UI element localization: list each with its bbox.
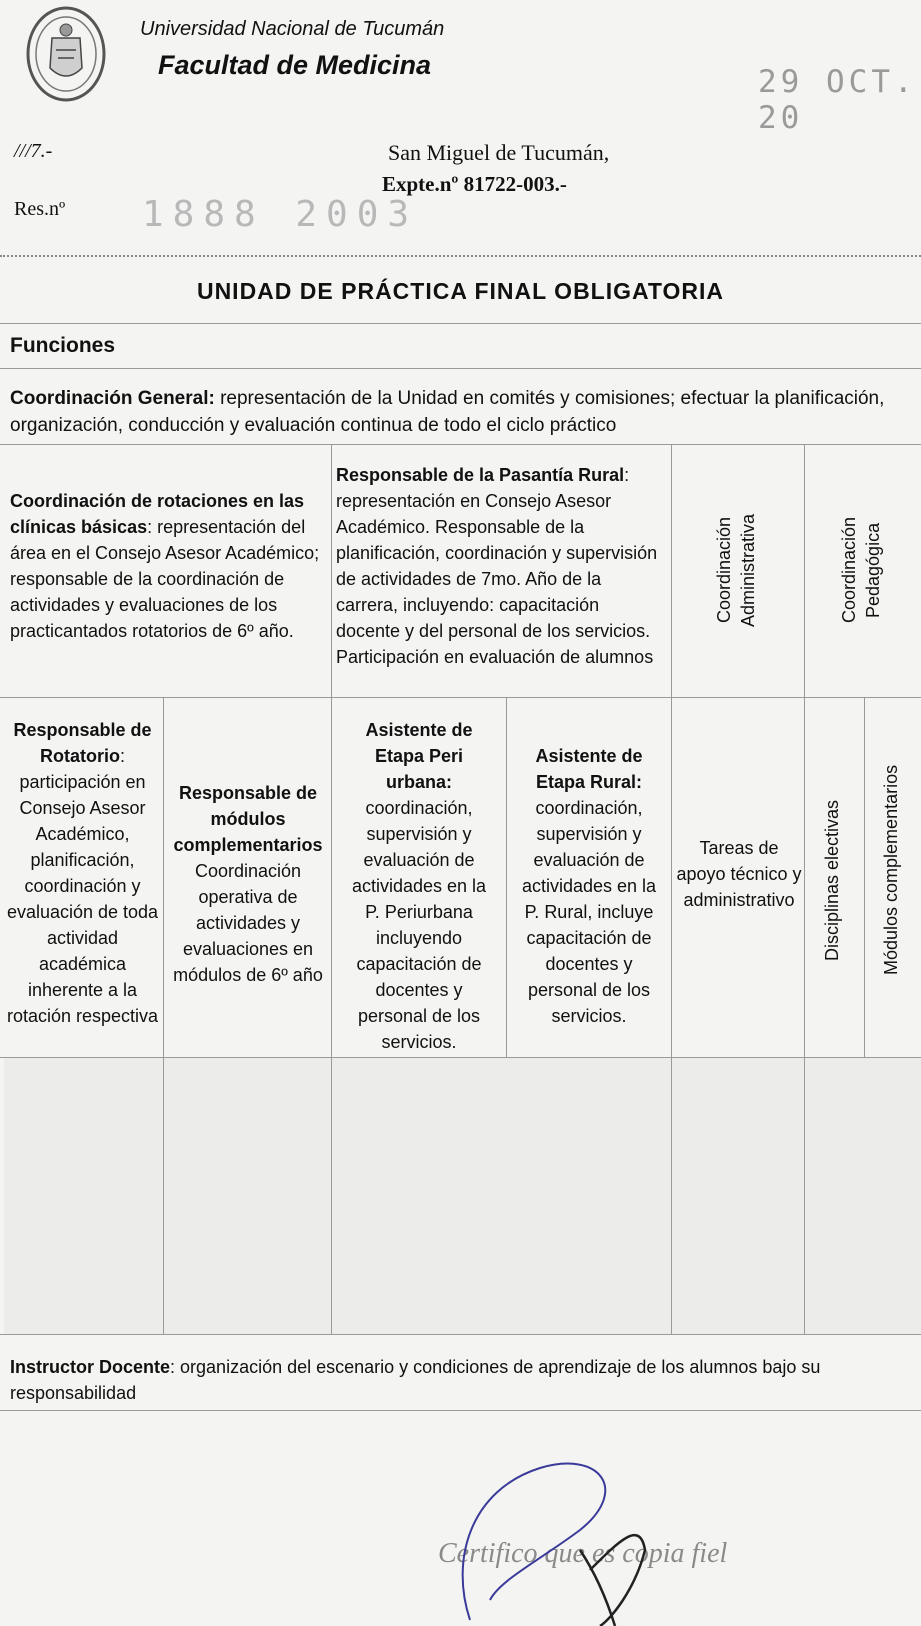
- empty-table-area: [4, 1058, 921, 1334]
- column-line: [804, 444, 805, 697]
- modulos-complementarios-cell: Módulos complementarios: [881, 764, 901, 976]
- date-stamp: 29 OCT. 20: [758, 64, 917, 136]
- funciones-heading: Funciones: [10, 334, 116, 357]
- resp-pasantia-cell: [336, 462, 668, 670]
- coord-rotaciones-text: : representación del área en el Consejo Asesor Académico; responsable de la coordinación de actividades y evaluaciones de los practicantados rotatorios de 6º año.: [10, 517, 320, 641]
- table-top-border: [0, 255, 921, 257]
- column-line: [804, 697, 805, 1057]
- asist-rural-label: Asistente de Etapa Rural:: [535, 746, 643, 792]
- coord-rotaciones-cell: [10, 488, 328, 644]
- column-line: [506, 697, 507, 1057]
- resp-pasantia-text: : representación en Consejo Asesor Académico. Responsable de la planificación, coordinación y supervisión de actividades de 7mo. Año de la carrera, incluyendo: capacitación docente y del personal de los servicios. Participación en evaluación de alumnos: [336, 465, 658, 667]
- page-mark: ///7.-: [14, 140, 53, 162]
- asist-periurbana-label: Asistente de Etapa Peri urbana:: [365, 720, 473, 792]
- instructor-cell: [10, 1354, 910, 1406]
- divider: [0, 323, 921, 324]
- place-line: San Miguel de Tucumán,: [388, 140, 610, 165]
- asist-rural-text: coordinación, supervisión y evaluación de actividades en la P. Rural, incluye capacitación de docentes y personal de los servicios.: [521, 798, 657, 1026]
- document-title: UNIDAD DE PRÁCTICA FINAL OBLIGATORIA: [196, 278, 725, 304]
- university-name: Universidad Nacional de Tucumán: [140, 18, 445, 40]
- expediente-number: Expte.nº 81722-003.-: [382, 172, 567, 196]
- column-line: [331, 1057, 332, 1334]
- resp-pasantia-label: Responsable de la Pasantía Rural: [336, 465, 625, 485]
- resp-modulos-cell: [166, 780, 330, 988]
- divider: [0, 444, 921, 445]
- column-line: [163, 1057, 164, 1334]
- divider: [0, 368, 921, 369]
- asist-rural-cell: [514, 743, 664, 1029]
- divider: [0, 1410, 921, 1411]
- resolution-label: Res.nº: [14, 198, 66, 220]
- resp-modulos-text: Coordinación operativa de actividades y evaluaciones en módulos de 6º año: [173, 861, 323, 985]
- instructor-label: Instructor Docente: [10, 1357, 171, 1377]
- column-line: [331, 444, 332, 697]
- instructor-text: : organización del escenario y condiciones de aprendizaje de los alumnos bajo su responsabilidad: [10, 1357, 821, 1403]
- column-line: [671, 697, 672, 1057]
- divider: [0, 697, 921, 698]
- coord-general-text: representación de la Unidad en comités y comisiones; efectuar la planificación, organización, conducción y evaluación continua de todo el ciclo práctico: [10, 388, 885, 436]
- column-line: [671, 1057, 672, 1334]
- coord-general-label: Coordinación General:: [10, 388, 215, 409]
- resp-rotatorio-text: : participación en Consejo Asesor Académico, planificación, coordinación y evaluación de toda actividad académica inherente a la rotación respectiva: [6, 746, 159, 1026]
- asist-periurbana-cell: [345, 717, 493, 1055]
- disciplinas-electivas-cell: Disciplinas electivas: [822, 799, 842, 961]
- column-line: [864, 697, 865, 1057]
- handwritten-signature: [430, 1450, 670, 1626]
- divider: [0, 1334, 921, 1335]
- certify-text: Certifico que es copia fiel: [438, 1538, 728, 1569]
- coord-general-cell: [10, 385, 910, 439]
- coord-rotaciones-label: Coordinación de rotaciones en las clínicas básicas: [10, 491, 305, 537]
- tareas-apoyo-cell: Tareas de apoyo técnico y administrativo: [676, 838, 802, 910]
- university-seal-logo: [24, 4, 108, 104]
- coord-administrativa-cell: Coordinación Administrativa: [714, 513, 758, 627]
- column-line: [804, 1057, 805, 1334]
- resolution-number-stamp: 1888 2003: [142, 194, 419, 235]
- faculty-name: Facultad de Medicina: [158, 50, 432, 80]
- resp-rotatorio-label: Responsable de Rotatorio: [13, 720, 152, 766]
- asist-periurbana-text: coordinación, supervisión y evaluación de actividades en la P. Periurbana incluyendo capacitación de docentes y personal de los servicios.: [351, 798, 487, 1052]
- column-line: [331, 697, 332, 1057]
- column-line: [163, 697, 164, 1057]
- resp-modulos-label: Responsable de módulos complementarios: [173, 783, 323, 855]
- column-line: [671, 444, 672, 697]
- coord-pedagogica-cell: Coordinación Pedagógica: [839, 516, 883, 624]
- resp-rotatorio-cell: [4, 717, 161, 1029]
